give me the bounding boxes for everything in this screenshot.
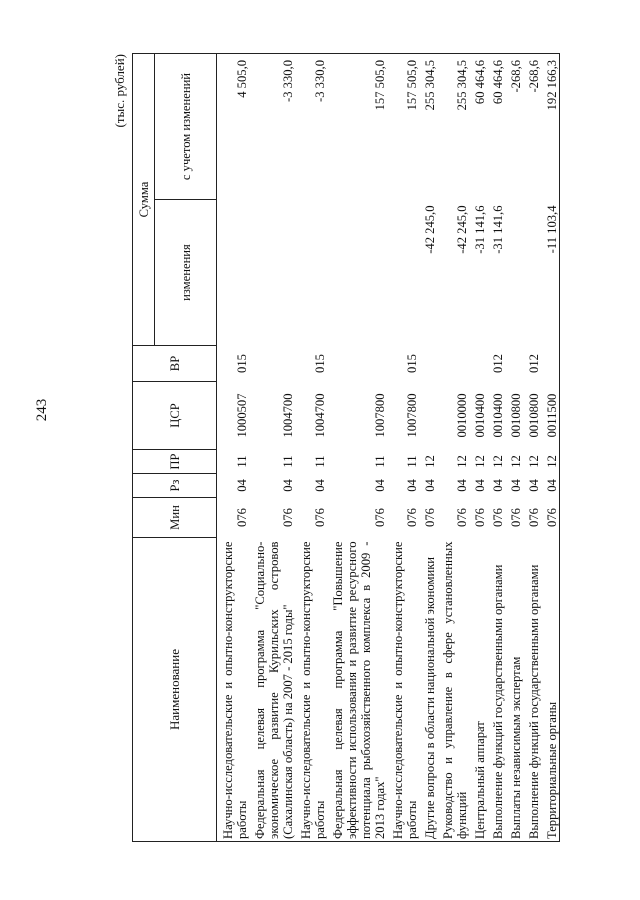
table-row xyxy=(541,53,560,841)
row-csr: 1000507 xyxy=(235,393,249,438)
row-min: 076 xyxy=(423,508,437,527)
row-total: 192 166,3 xyxy=(541,53,560,199)
row-csr: 1007800 xyxy=(373,393,387,438)
table-row xyxy=(487,53,505,841)
row-csr: 0010400 xyxy=(491,393,505,438)
row-change: -31 141,6 xyxy=(473,205,487,254)
row-vr: 015 xyxy=(235,354,249,373)
table-row xyxy=(295,53,327,841)
header-rz: Рз xyxy=(133,474,217,498)
row-total: 255 304,5 xyxy=(437,53,469,199)
row-pr: 11 xyxy=(235,455,249,468)
row-change xyxy=(387,200,419,346)
row-total: 157 505,0 xyxy=(327,53,387,199)
row-csr: 0010800 xyxy=(509,393,523,438)
row-change: -31 141,6 xyxy=(491,205,505,254)
row-total: 157 505,0 xyxy=(387,53,419,199)
row-name: Научно-исследовательские и опытно-конструкторские работы xyxy=(387,538,419,842)
row-rz: 04 xyxy=(509,479,523,492)
header-csr: ЦСР xyxy=(133,382,217,450)
row-vr: 012 xyxy=(491,354,505,373)
row-name: Федеральная целевая программа "Социально-экономическое развитие Курильских островов (Сахалинская область) на 2007 - 2015 годы" xyxy=(249,538,295,842)
row-total: -3 330,0 xyxy=(249,53,295,199)
row-change xyxy=(327,200,387,346)
row-name: Научно-исследовательские и опытно-конструкторские работы xyxy=(217,538,250,842)
budget-table xyxy=(132,53,560,842)
row-csr: 1004700 xyxy=(281,393,295,438)
row-name: Выполнение функций государственными органами xyxy=(487,538,505,842)
row-pr: 12 xyxy=(491,455,505,468)
row-vr: 012 xyxy=(527,354,541,373)
table-body xyxy=(217,53,560,841)
header-vr: ВР xyxy=(133,346,217,382)
row-change xyxy=(295,200,327,346)
header-changes: изменения xyxy=(155,200,217,346)
row-vr xyxy=(249,346,295,382)
row-total: 60 464,6 xyxy=(469,53,487,199)
row-min: 076 xyxy=(541,498,560,538)
row-name: Руководство и управление в сфере установленных функций xyxy=(437,538,469,842)
row-min: 076 xyxy=(281,508,295,527)
row-change: -11 103,4 xyxy=(541,200,560,346)
row-pr: 11 xyxy=(405,455,419,468)
table-row xyxy=(505,53,523,841)
row-pr: 11 xyxy=(313,455,327,468)
table-row xyxy=(327,53,387,841)
row-rz: 04 xyxy=(405,479,419,492)
row-pr: 11 xyxy=(281,455,295,468)
units-caption: (тыс. рублей) xyxy=(112,54,127,128)
row-pr: 12 xyxy=(473,455,487,468)
row-csr: 1007800 xyxy=(405,393,419,438)
row-csr: 1004700 xyxy=(313,393,327,438)
header-min: Мин xyxy=(133,498,217,538)
row-rz: 04 xyxy=(541,474,560,498)
row-change: -42 245,0 xyxy=(455,205,469,254)
row-csr xyxy=(419,382,437,450)
row-total: 4 505,0 xyxy=(217,53,250,199)
row-change xyxy=(505,200,523,346)
table-row xyxy=(523,53,541,841)
row-min: 076 xyxy=(491,508,505,527)
row-change xyxy=(217,200,250,346)
table-row xyxy=(387,53,419,841)
table-row xyxy=(217,53,250,841)
row-min: 076 xyxy=(313,508,327,527)
row-total: 60 464,6 xyxy=(487,53,505,199)
row-total: -268,6 xyxy=(523,53,541,199)
row-name: Федеральная целевая программа "Повышение эффективности использования и развитие ресурсного потенциала рыбохозяйственного комплекса в 2009 - 2013 годах" xyxy=(327,538,387,842)
row-rz: 04 xyxy=(527,479,541,492)
row-rz: 04 xyxy=(491,479,505,492)
row-vr xyxy=(541,346,560,382)
rotated-page-content xyxy=(110,52,620,842)
row-vr xyxy=(505,346,523,382)
row-min: 076 xyxy=(235,508,249,527)
header-summa: Сумма xyxy=(133,53,155,345)
row-name: Центральный аппарат xyxy=(469,538,487,842)
row-total: -268,6 xyxy=(505,53,523,199)
row-pr: 12 xyxy=(455,455,469,468)
row-csr: 0010400 xyxy=(473,393,487,438)
row-rz: 04 xyxy=(235,479,249,492)
row-vr xyxy=(327,346,387,382)
row-rz: 04 xyxy=(455,479,469,492)
row-change xyxy=(523,200,541,346)
row-csr: 0011500 xyxy=(541,382,560,450)
row-total: -3 330,0 xyxy=(295,53,327,199)
row-change xyxy=(249,200,295,346)
row-name: Другие вопросы в области национальной экономики xyxy=(419,538,437,842)
row-vr xyxy=(419,346,437,382)
row-rz: 04 xyxy=(281,479,295,492)
row-vr: 015 xyxy=(313,354,327,373)
row-vr: 015 xyxy=(405,354,419,373)
row-pr: 12 xyxy=(527,455,541,468)
row-name: Выплаты независимым экспертам xyxy=(505,538,523,842)
row-rz: 04 xyxy=(373,479,387,492)
row-min: 076 xyxy=(455,508,469,527)
row-name: Выполнение функций государственными органами xyxy=(523,538,541,842)
row-min: 076 xyxy=(509,508,523,527)
row-min: 076 xyxy=(405,508,419,527)
header-with-changes: с учетом изменений xyxy=(155,53,217,199)
row-min: 076 xyxy=(527,508,541,527)
page-number: 243 xyxy=(34,398,50,422)
header-name: Наименование xyxy=(133,538,217,842)
row-min: 076 xyxy=(373,508,387,527)
table-row xyxy=(249,53,295,841)
row-pr: 12 xyxy=(509,455,523,468)
row-name: Территориальные органы xyxy=(541,538,560,842)
row-rz: 04 xyxy=(423,479,437,492)
row-vr xyxy=(469,346,487,382)
row-pr: 12 xyxy=(423,455,437,468)
row-total: 255 304,5 xyxy=(419,53,437,199)
row-vr xyxy=(437,346,469,382)
table-row xyxy=(469,53,487,841)
row-rz: 04 xyxy=(473,479,487,492)
table-row xyxy=(437,53,469,841)
row-rz: 04 xyxy=(313,479,327,492)
table-row xyxy=(419,53,437,841)
row-csr: 0010000 xyxy=(455,393,469,438)
row-change: -42 245,0 xyxy=(423,205,437,254)
row-pr: 11 xyxy=(373,455,387,468)
row-csr: 0010800 xyxy=(527,393,541,438)
row-pr: 12 xyxy=(541,450,560,474)
row-name: Научно-исследовательские и опытно-конструкторские работы xyxy=(295,538,327,842)
row-min: 076 xyxy=(473,508,487,527)
header-pr: ПР xyxy=(133,450,217,474)
